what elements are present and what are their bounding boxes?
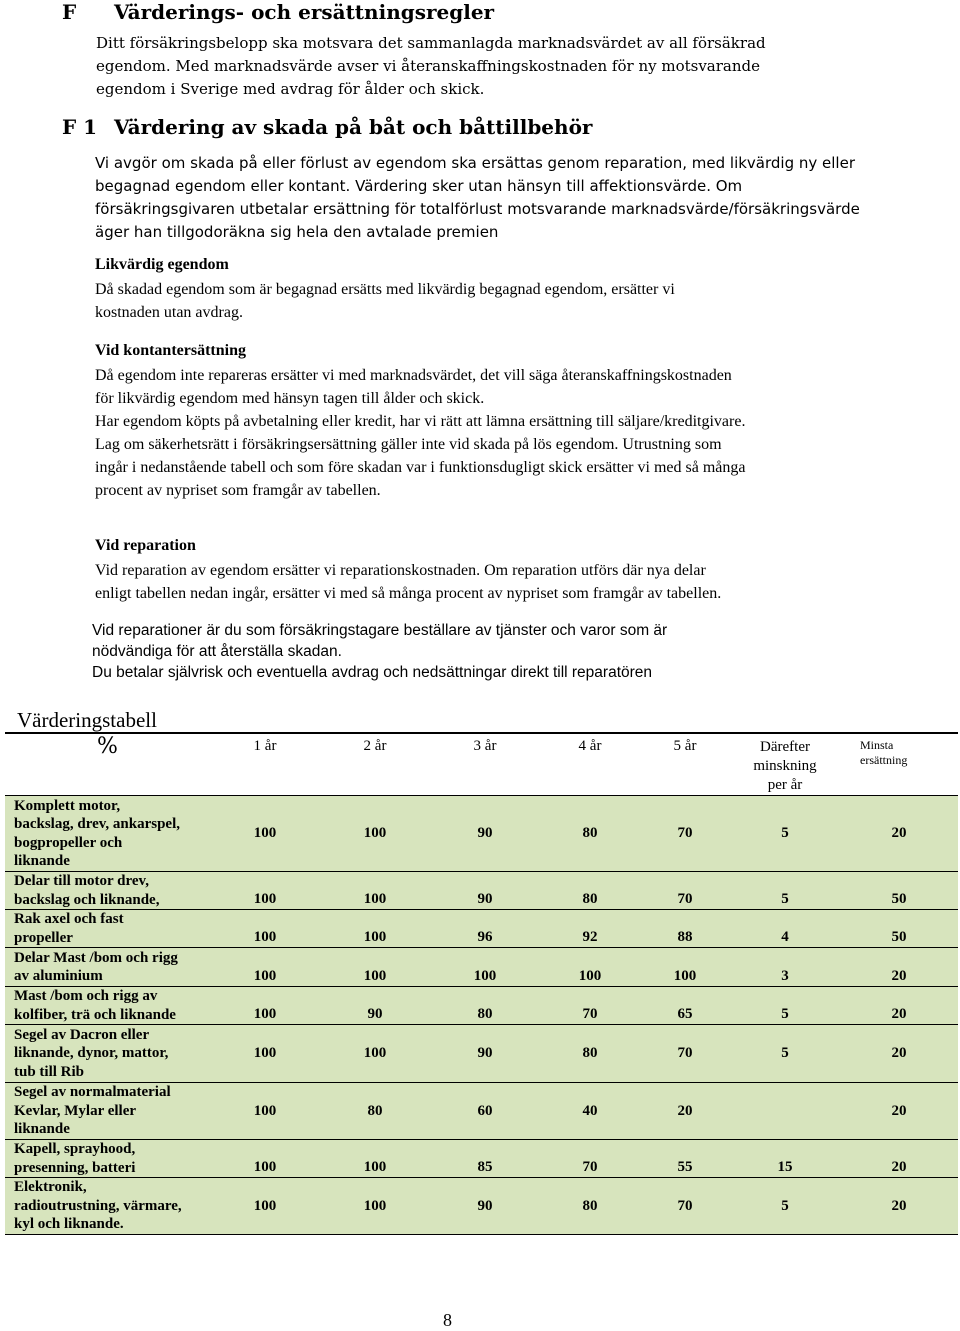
- category-line: propeller: [14, 929, 73, 946]
- header-line: Minsta: [860, 738, 894, 752]
- likvardig-paragraph: [95, 278, 675, 324]
- paragraph-line: begagnad egendom eller kontant. Värdering sker utan hänsyn till affektionsvärde. Om: [95, 177, 743, 195]
- row-category: [5, 796, 210, 872]
- valuation-table: [5, 732, 958, 1235]
- row-value: 100: [320, 1178, 430, 1235]
- row-value: 70: [540, 987, 640, 1025]
- category-line: Delar till motor drev,: [14, 873, 149, 889]
- table-row: [5, 1140, 958, 1178]
- row-value: 100: [210, 948, 320, 987]
- row-value: 100: [320, 1140, 430, 1178]
- row-category: [5, 872, 210, 910]
- paragraph-line: Lag om säkerhetsrätt i försäkringsersättning gäller inte vid skada på lös egendom. Utrustning som: [95, 436, 722, 453]
- paragraph-line: nödvändiga för att återställa skadan.: [92, 643, 342, 660]
- table-row: [5, 948, 958, 987]
- min-header: [840, 733, 958, 796]
- paragraph-line: Du betalar självrisk och eventuella avdrag och nedsättningar direkt till reparatören: [92, 664, 653, 681]
- row-value: 92: [540, 910, 640, 948]
- paragraph-line: Då skadad egendom som är begagnad ersätts med likvärdig begagnad egendom, ersätter vi: [95, 281, 675, 298]
- intro-line: egendom i Sverige med avdrag för ålder och skick.: [96, 80, 485, 98]
- paragraph-line: Vid reparationer är du som försäkringstagare beställare av tjänster och varor som är: [92, 622, 668, 639]
- row-value: 80: [540, 796, 640, 872]
- row-value: 80: [540, 1178, 640, 1235]
- row-value: 5: [730, 1025, 840, 1083]
- year-header: 5 år: [673, 738, 697, 754]
- row-value: 15: [730, 1140, 840, 1178]
- row-value: 80: [540, 1025, 640, 1083]
- subsection-number: F 1: [62, 115, 98, 139]
- row-value: 50: [840, 872, 958, 910]
- table-title: Värderingstabell: [17, 708, 157, 732]
- row-value: 88: [640, 910, 730, 948]
- category-line: Delar Mast /bom och rigg: [14, 949, 178, 966]
- category-line: liknande: [14, 853, 70, 869]
- after-header: [730, 733, 840, 796]
- paragraph-line: Vid reparation av egendom ersätter vi reparationskostnaden. Om reparation utförs där nya delar: [95, 562, 706, 579]
- row-value: 100: [540, 948, 640, 987]
- row-value: 100: [320, 796, 430, 872]
- table-row: [5, 987, 958, 1025]
- row-value: 90: [430, 796, 540, 872]
- row-value: 20: [840, 796, 958, 872]
- year-header: 1 år: [210, 733, 320, 796]
- row-value: 100: [640, 948, 730, 987]
- row-value: 90: [430, 1178, 540, 1235]
- header-line: minskning: [753, 758, 817, 774]
- table-row: [5, 1083, 958, 1140]
- category-line: backslag, drev, ankarspel,: [14, 816, 181, 832]
- row-value: 100: [210, 1178, 320, 1235]
- year-header: 3 år: [473, 738, 497, 754]
- row-value: 100: [320, 1025, 430, 1083]
- row-value: 40: [540, 1083, 640, 1140]
- section-intro: [96, 32, 766, 101]
- reparation-paragraph: [95, 559, 721, 605]
- row-value: 5: [730, 1178, 840, 1235]
- category-line: presenning, batteri: [14, 1159, 136, 1176]
- row-category: [5, 987, 210, 1025]
- paragraph-line: Vi avgör om skada på eller förlust av egendom ska ersättas genom reparation, med likvärdig ny eller: [95, 154, 855, 172]
- category-line: Segel av Dacron eller: [14, 1026, 150, 1043]
- row-value: 70: [640, 872, 730, 910]
- row-value: 20: [840, 1140, 958, 1178]
- row-value: 50: [840, 910, 958, 948]
- paragraph-line: Då egendom inte repareras ersätter vi med marknadsvärdet, det vill säga återanskaffningskostnaden: [95, 367, 732, 384]
- kontant-paragraph: [95, 364, 745, 502]
- section-title: Värderings- och ersättningsregler: [114, 0, 495, 24]
- table-row: [5, 1178, 958, 1235]
- row-value: 20: [840, 1025, 958, 1083]
- header-line: Därefter: [760, 739, 810, 755]
- row-value: 20: [840, 1083, 958, 1140]
- category-line: Mast /bom och rigg av: [14, 988, 158, 1004]
- paragraph-line: ingår i nedanstående tabell och som före skadan var i funktionsdugligt skick ersätter vi med så många: [95, 459, 746, 476]
- table-header-row: [5, 733, 958, 796]
- row-value: 65: [640, 987, 730, 1025]
- row-category: [5, 1025, 210, 1083]
- row-category: [5, 948, 210, 987]
- row-value: 4: [730, 910, 840, 948]
- paragraph-line: kostnaden utan avdrag.: [95, 304, 243, 321]
- table-row: [5, 796, 958, 872]
- row-value: 5: [730, 872, 840, 910]
- row-category: [5, 1178, 210, 1235]
- category-line: kolfiber, trä och liknande: [14, 1006, 176, 1023]
- row-value: 100: [320, 910, 430, 948]
- category-line: Kevlar, Mylar eller: [14, 1102, 137, 1119]
- row-value: 100: [210, 796, 320, 872]
- category-line: Elektronik,: [14, 1179, 87, 1196]
- category-line: Segel av normalmaterial: [14, 1084, 171, 1101]
- category-line: bogpropeller och: [14, 834, 123, 851]
- category-line: Komplett motor,: [14, 797, 121, 814]
- intro-line: egendom. Med marknadsvärde avser vi återanskaffningskostnaden för ny motsvarande: [96, 57, 761, 75]
- row-value: 100: [320, 872, 430, 910]
- category-line: Kapell, sprayhood,: [14, 1141, 136, 1157]
- paragraph-line: för likvärdig egendom med hänsyn tagen till ålder och skick.: [95, 390, 485, 407]
- paragraph-line: Har egendom köpts på avbetalning eller kredit, har vi rätt att lämna ersättning till säljare/kreditgivare.: [95, 413, 746, 430]
- row-value: 100: [210, 1140, 320, 1178]
- kontant-heading: Vid kontantersättning: [95, 342, 246, 359]
- row-value: 96: [430, 910, 540, 948]
- row-value: 70: [640, 1025, 730, 1083]
- header-line: ersättning: [860, 753, 908, 767]
- row-value: 5: [730, 987, 840, 1025]
- row-category: [5, 1083, 210, 1140]
- page-number: 8: [443, 1310, 452, 1330]
- row-value: 85: [430, 1140, 540, 1178]
- row-value: 70: [640, 796, 730, 872]
- paragraph-line: procent av nypriset som framgår av tabellen.: [95, 482, 381, 499]
- row-value: 3: [730, 948, 840, 987]
- row-value: 80: [320, 1083, 430, 1140]
- section-letter: F: [62, 0, 77, 24]
- row-value: 100: [210, 872, 320, 910]
- reparation-heading: Vid reparation: [95, 537, 196, 554]
- row-value: 5: [730, 796, 840, 872]
- paragraph-line: enligt tabellen nedan ingår, ersätter vi med så många procent av nypriset som framgår av tabellen.: [95, 585, 722, 602]
- category-line: liknande, dynor, mattor,: [14, 1045, 169, 1062]
- pct-header: [5, 733, 210, 796]
- category-line: radioutrustning, värmare,: [14, 1197, 182, 1214]
- row-value: 100: [210, 910, 320, 948]
- category-line: backslag och liknande,: [14, 891, 160, 908]
- table-row: [5, 910, 958, 948]
- row-value: 20: [840, 987, 958, 1025]
- row-value: 100: [320, 948, 430, 987]
- row-value: 90: [430, 1025, 540, 1083]
- category-line: liknande: [14, 1121, 70, 1138]
- category-line: Rak axel och fast: [14, 911, 124, 927]
- table-row: [5, 1025, 958, 1083]
- row-value: 55: [640, 1140, 730, 1178]
- row-value: 90: [320, 987, 430, 1025]
- intro-line: Ditt försäkringsbelopp ska motsvara det sammanlagda marknadsvärdet av all försäkrad: [96, 34, 766, 52]
- reparation-paragraph-2: [92, 620, 667, 683]
- row-value: 90: [430, 872, 540, 910]
- paragraph-line: försäkringsgivaren utbetalar ersättning för totalförlust motsvarande marknadsvärde/försäkringsvärde: [95, 200, 860, 218]
- year-header: 2 år: [363, 738, 387, 754]
- subsection-paragraph: [95, 152, 945, 244]
- row-value: 70: [540, 1140, 640, 1178]
- pct-label: %: [97, 734, 118, 759]
- row-category: [5, 910, 210, 948]
- year-header: 4 år: [578, 738, 602, 754]
- header-line: per år: [767, 777, 803, 793]
- category-line: kyl och liknande.: [14, 1216, 124, 1233]
- paragraph-line: äger han tillgodoräkna sig hela den avtalade premien: [95, 223, 499, 241]
- row-value: 20: [640, 1083, 730, 1140]
- category-line: tub till Rib: [14, 1063, 85, 1080]
- likvardig-heading: Likvärdig egendom: [95, 256, 229, 273]
- row-value: 100: [210, 987, 320, 1025]
- row-value: [730, 1083, 840, 1140]
- row-value: 80: [430, 987, 540, 1025]
- row-value: 60: [430, 1083, 540, 1140]
- row-value: 100: [430, 948, 540, 987]
- row-value: 100: [210, 1083, 320, 1140]
- row-category: [5, 1140, 210, 1178]
- row-value: 80: [540, 872, 640, 910]
- subsection-title: Värdering av skada på båt och båttillbehör: [114, 115, 593, 139]
- category-line: av aluminium: [14, 968, 103, 984]
- table-row: [5, 872, 958, 910]
- row-value: 20: [840, 948, 958, 987]
- row-value: 20: [840, 1178, 958, 1235]
- row-value: 100: [210, 1025, 320, 1083]
- row-value: 70: [640, 1178, 730, 1235]
